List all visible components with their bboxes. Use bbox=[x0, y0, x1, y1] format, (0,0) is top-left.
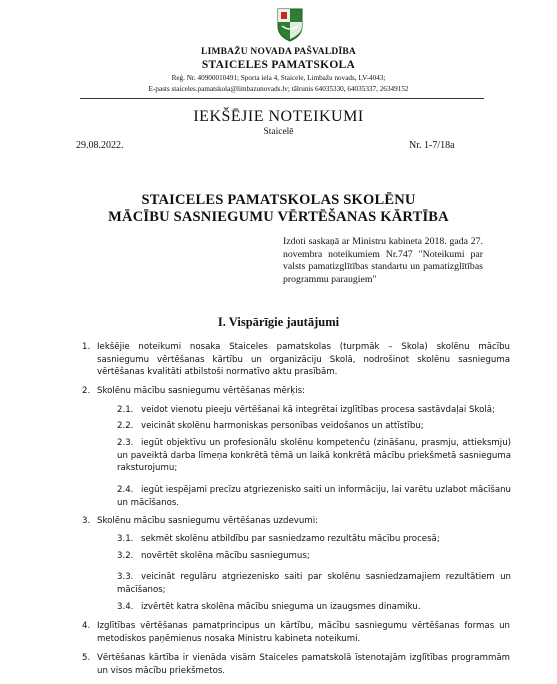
list-subitem bbox=[117, 437, 511, 475]
list-subitem bbox=[117, 533, 511, 546]
document-title bbox=[0, 192, 557, 226]
document-number: Nr. 1-7/18a bbox=[409, 140, 455, 151]
list-item bbox=[82, 620, 510, 645]
list-subitem bbox=[117, 550, 511, 563]
item-number: 2.1. bbox=[117, 405, 134, 415]
item-number: 3.4. bbox=[117, 602, 134, 612]
item-number: 3.2. bbox=[117, 551, 134, 561]
section-title: I. Vispārīgie jautājumi bbox=[217, 315, 340, 329]
item-text: veicināt regulāru atgriezenisko saiti par skolēnu sasniedzamajiem rezultātiem un mācīšanos; bbox=[117, 572, 511, 595]
title-line: STAICELES PAMATSKOLAS SKOLĒNU bbox=[141, 192, 416, 208]
list-item bbox=[82, 385, 510, 398]
list-subitem bbox=[117, 420, 511, 433]
item-text: Vērtēšanas kārtība ir vienāda visām Staiceles pamatskolā īstenotajām izglītības programmām un visos mācību priekšmetos. bbox=[97, 653, 510, 676]
header-divider bbox=[80, 98, 484, 99]
list-subitem bbox=[117, 484, 511, 509]
item-number: 3. bbox=[82, 516, 91, 526]
list-item bbox=[82, 652, 510, 677]
list-subitem bbox=[117, 601, 511, 614]
document-date: 29.08.2022. bbox=[76, 140, 124, 151]
school-address bbox=[0, 73, 557, 95]
list-subitem bbox=[117, 571, 511, 596]
item-number: 2.3. bbox=[117, 438, 134, 448]
item-number: 1. bbox=[82, 342, 91, 352]
item-text: novērtēt skolēna mācību sasniegumus; bbox=[141, 551, 310, 561]
contact-line: E-pasts staiceles.pamatskola@limbazunovads.lv; tālrunis 64035330, 64035337, 26349152 bbox=[148, 85, 409, 93]
item-number: 3.3. bbox=[117, 572, 134, 582]
title-line: MĀCĪBU SASNIEGUMU VĒRTĒŠANAS KĀRTĪBA bbox=[108, 209, 449, 225]
municipality-name: LIMBAŽU NOVADA PAŠVALDĪBA bbox=[201, 47, 356, 57]
item-number: 5. bbox=[82, 653, 91, 663]
item-text: Iekšējie noteikumi nosaka Staiceles pamatskolas (turpmāk – Skola) skolēnu mācību sasniegumu vērtēšanas kārtību un organizāciju Skolā, nodrošinot skolēnu sasnieguma vērtēšanas kvalitāti atbilstoši normatīvo aktu prasībām. bbox=[97, 342, 510, 377]
address-line: Reģ. Nr. 40900010491; Sporta iela 4, Staicele, Limbažu novads, LV-4043; bbox=[171, 74, 386, 82]
item-text: sekmēt skolēnu atbildību par sasniedzamo rezultātu mācību procesā; bbox=[141, 534, 440, 544]
list-item bbox=[82, 341, 510, 379]
document-heading: IEKŠĒJIE NOTEIKUMI bbox=[193, 108, 364, 125]
item-text: iegūt objektīvu un profesionālu skolēnu kompetenču (zināšanu, prasmju, attieksmju) un paveiktā darba līmeņa konkrētā tēmā un laikā konkrētā mācību priekšmetā sasnieguma raksturojumu; bbox=[117, 438, 511, 473]
item-text: veicināt skolēnu harmoniskas personības veidošanos un attīstību; bbox=[141, 421, 424, 431]
list-subitem bbox=[117, 404, 511, 417]
item-number: 2. bbox=[82, 386, 91, 396]
item-number: 4. bbox=[82, 621, 91, 631]
item-text: Skolēnu mācību sasniegumu vērtēšanas mērķis: bbox=[97, 386, 306, 396]
document-place: Staicelē bbox=[263, 127, 294, 137]
item-text: veidot vienotu pieeju vērtēšanai kā integrētai izglītības procesa sastāvdaļai Skolā; bbox=[141, 405, 495, 415]
item-number: 2.2. bbox=[117, 421, 134, 431]
item-number: 2.4. bbox=[117, 485, 134, 495]
item-text: Izglītības vērtēšanas pamatprincipus un kārtību, mācību sasniegumu vērtēšanas formas un metodiskos paņēmienus nosaka Ministru kabineta noteikumi. bbox=[97, 621, 510, 644]
item-text: iegūt iespējami precīzu atgriezenisko saiti un informāciju, lai varētu uzlabot mācīšanu un mācīšanos. bbox=[117, 485, 511, 508]
municipal-coat-of-arms-icon bbox=[277, 8, 303, 42]
item-text: Skolēnu mācību sasniegumu vērtēšanas uzdevumi: bbox=[97, 516, 318, 526]
list-item bbox=[82, 515, 510, 528]
issued-basis-note: Izdoti saskaņā ar Ministru kabineta 2018. gada 27. novembra noteikumiem Nr.747 "Noteikumi par valsts pamatizglītības standartu un pamatizglītības programmu paraugiem" bbox=[283, 236, 483, 285]
school-name: STAICELES PAMATSKOLA bbox=[201, 59, 356, 71]
item-number: 3.1. bbox=[117, 534, 134, 544]
item-text: izvērtēt katra skolēna mācību snieguma un izaugsmes dinamiku. bbox=[141, 602, 421, 612]
